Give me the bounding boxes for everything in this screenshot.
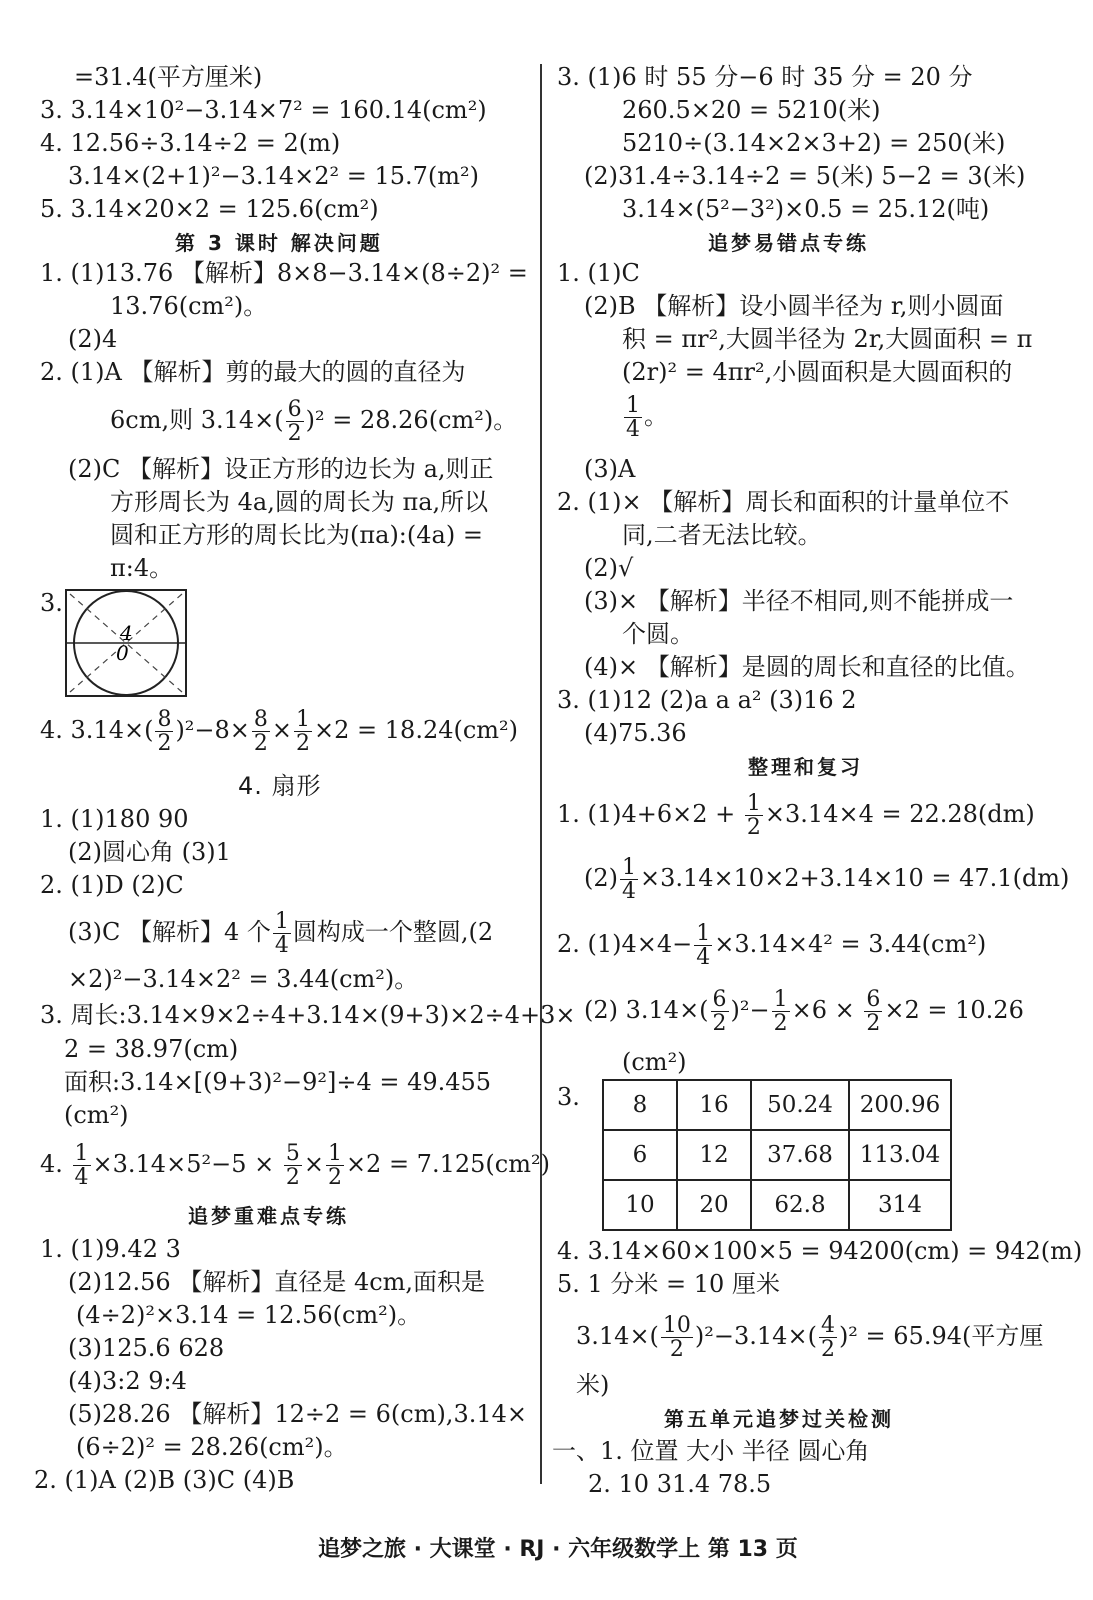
answer-line: 1. (1)9.42 3 — [40, 1235, 181, 1263]
answer-line: (2)圆心角 (3)1 — [68, 838, 231, 866]
table-cell: 20 — [677, 1180, 751, 1230]
answer-line: (3)125.6 628 — [68, 1334, 225, 1362]
answer-line: (2) $\frac{1}{4}$ ×3.14×10×2+3.14×10 = 47.1(dm) — [584, 855, 1070, 905]
table-cell: 113.04 — [849, 1130, 951, 1180]
section-heading: 追梦易错点专练 — [708, 231, 869, 255]
answer-line: (6÷2)² = 28.26(cm²)。 — [76, 1433, 348, 1461]
section-heading: 追梦重难点专练 — [188, 1204, 349, 1228]
answer-line: (cm²) — [622, 1048, 687, 1076]
answer-line: 1. (1)4+6×2 + $\frac{1}{2}$ ×3.14×4 = 22.28(dm) — [557, 791, 1035, 841]
answer-line: (2)B 【解析】设小圆半径为 r,则小圆面 — [584, 292, 1004, 320]
answer-line: (2)4 — [68, 325, 118, 353]
answer-line: (4)75.36 — [584, 719, 687, 747]
answer-line: (4)× 【解析】是圆的周长和直径的比值。 — [584, 653, 1030, 681]
answer-line: (3)C 【解析】4 个 $\frac{1}{4}$ 圆构成一个整圆,(2 — [68, 909, 494, 959]
answer-line: 3. 周长:3.14×9×2÷4+3.14×(9+3)×2÷4+3× — [40, 1001, 576, 1029]
answer-line: 2 = 38.97(cm) — [64, 1035, 239, 1063]
answer-line: 方形周长为 4a,圆的周长为 πa,所以 — [110, 488, 489, 516]
answer-line: ×2)²−3.14×2² = 3.44(cm²)。 — [68, 965, 419, 993]
section-heading: 整理和复习 — [748, 755, 863, 779]
circle-in-square-figure — [64, 588, 188, 698]
answer-line: 个圆。 — [622, 620, 694, 648]
answer-line: 面积:3.14×[(9+3)²−9²]÷4 = 49.455 — [64, 1068, 492, 1096]
answer-line: 圆和正方形的周长比为(πa):(4a) = — [110, 521, 483, 549]
answer-line: (4÷2)²×3.14 = 12.56(cm²)。 — [76, 1301, 422, 1329]
figure-label: 4 — [120, 621, 133, 645]
figure-label: 0 — [116, 641, 129, 665]
table-cell: 8 — [603, 1080, 677, 1130]
answer-line: 一、1. 位置 大小 半径 圆心角 — [552, 1437, 870, 1465]
question-number: 3. — [557, 1083, 580, 1111]
answer-line: 4. 12.56÷3.14÷2 = 2(m) — [40, 129, 341, 157]
answer-line: 同,二者无法比较。 — [622, 521, 822, 549]
answer-line: 2. (1)A 【解析】剪的最大的圆的直径为 — [40, 358, 466, 386]
question-number: 3. — [40, 589, 63, 617]
answer-line: π:4。 — [110, 554, 174, 582]
answer-line: 2. (1)4×4− $\frac{1}{4}$ ×3.14×4² = 3.44(cm²) — [557, 921, 987, 971]
answer-line: 5. 1 分米 = 10 厘米 — [557, 1270, 780, 1298]
answer-line: 3. (1)12 (2)a a a² (3)16 2 — [557, 686, 857, 714]
answer-line: 1. (1)13.76 【解析】8×8−3.14×(8÷2)² = — [40, 259, 528, 287]
table-row — [603, 1130, 951, 1180]
fraction: $\frac{6}{2}$ — [287, 397, 302, 447]
answer-line: 3.14×( $\frac{10}{2}$ )²−3.14×( $\frac{4}{2}$ )² = 65.94(平方厘 — [576, 1313, 1044, 1363]
section-heading: 第 3 课时 解决问题 — [175, 231, 383, 255]
answer-line: (2)12.56 【解析】直径是 4cm,面积是 — [68, 1268, 486, 1296]
table-cell: 314 — [849, 1180, 951, 1230]
table-cell: 50.24 — [751, 1080, 849, 1130]
answer-line: 1. (1)C — [557, 259, 640, 287]
answer-line: (cm²) — [64, 1101, 129, 1129]
table-row — [603, 1180, 951, 1230]
table-cell: 16 — [677, 1080, 751, 1130]
answer-line: (2)√ — [584, 554, 634, 582]
answer-line: 积 = πr²,大圆半径为 2r,大圆面积 = π — [622, 325, 1033, 353]
table-cell: 6 — [603, 1130, 677, 1180]
table-cell: 37.68 — [751, 1130, 849, 1180]
answer-line: 13.76(cm²)。 — [110, 292, 268, 320]
answer-line: (5)28.26 【解析】12÷2 = 6(cm),3.14× — [68, 1400, 527, 1428]
answer-line: (3)A — [584, 455, 636, 483]
answer-table — [602, 1079, 952, 1231]
answer-line: 2. 10 31.4 78.5 — [588, 1470, 772, 1498]
answer-line: 2. (1)D (2)C — [40, 871, 184, 899]
answer-line: (4)3:2 9:4 — [68, 1367, 187, 1395]
answer-line: 1. (1)180 90 — [40, 805, 189, 833]
table-row — [603, 1080, 951, 1130]
answer-line: 2. (1)A (2)B (3)C (4)B — [34, 1466, 295, 1494]
table-cell: 200.96 — [849, 1080, 951, 1130]
answer-line: (3)× 【解析】半径不相同,则不能拼成一 — [584, 587, 1014, 615]
answer-line: (2)31.4÷3.14÷2 = 5(米) 5−2 = 3(米) — [584, 162, 1026, 190]
section-heading: 4. 扇形 — [238, 772, 322, 800]
answer-line: 260.5×20 = 5210(米) — [622, 96, 881, 124]
answer-line: 5210÷(3.14×2×3+2) = 250(米) — [622, 129, 1006, 157]
table-cell: 10 — [603, 1180, 677, 1230]
answer-line: 3. (1)6 时 55 分−6 时 35 分 = 20 分 — [557, 63, 973, 91]
answer-line: 2. (1)× 【解析】周长和面积的计量单位不 — [557, 488, 1010, 516]
answer-line: 3. 3.14×10²−3.14×7² = 160.14(cm²) — [40, 96, 487, 124]
answer-line: (2) 3.14×( $\frac{6}{2}$ )²− $\frac{1}{2}$ ×6 × $\frac{6}{2}$ ×2 = 10.26 — [584, 987, 1024, 1037]
answer-line: 3.14×(2+1)²−3.14×2² = 15.7(m²) — [68, 162, 479, 190]
answer-line: =31.4(平方厘米) — [74, 63, 263, 91]
answer-line: 3.14×(5²−3²)×0.5 = 25.12(吨) — [622, 195, 990, 223]
answer-line: 4. 3.14×( $\frac{8}{2}$ )²−8× $\frac{8}{2}$ × $\frac{1}{2}$ ×2 = 18.24(cm²) — [40, 707, 519, 757]
answer-line: 6cm,则 3.14×( $\frac{6}{2}$ )² = 28.26(cm²)。 — [110, 397, 518, 447]
answer-line: 4. $\frac{1}{4}$ ×3.14×5²−5 × $\frac{5}{2}$ × $\frac{1}{2}$ ×2 = 7.125(cm²) — [40, 1141, 550, 1191]
table-cell: 62.8 — [751, 1180, 849, 1230]
answer-line: 4. 3.14×60×100×5 = 94200(cm) = 942(m) — [557, 1237, 1083, 1265]
page-footer: 追梦之旅 · 大课堂 · RJ · 六年级数学上 第 13 页 — [318, 1537, 798, 1562]
table-cell: 12 — [677, 1130, 751, 1180]
answer-line: (2)C 【解析】设正方形的边长为 a,则正 — [68, 455, 494, 483]
answer-line: $\frac{1}{4}$ 。 — [626, 393, 668, 443]
answer-line: 米) — [576, 1371, 610, 1399]
section-heading: 第五单元追梦过关检测 — [664, 1407, 894, 1431]
column-divider — [540, 64, 542, 1484]
answer-line: 5. 3.14×20×2 = 125.6(cm²) — [40, 195, 379, 223]
answer-line: (2r)² = 4πr²,小圆面积是大圆面积的 — [622, 358, 1013, 386]
